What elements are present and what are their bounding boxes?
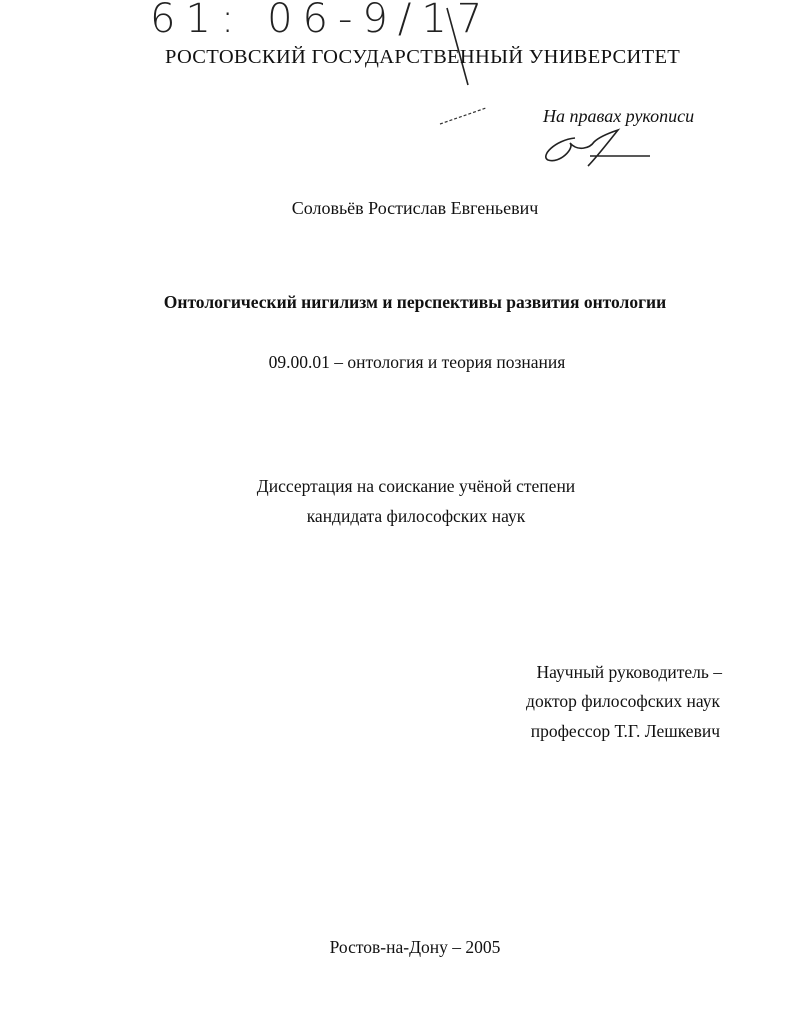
university-name: РОСТОВСКИЙ ГОСУДАРСТВЕННЫЙ УНИВЕРСИТЕТ xyxy=(165,46,681,68)
signature xyxy=(546,130,650,166)
handwritten-archive-code: 61: 06-9/17 xyxy=(150,0,493,42)
supervisor-label: Научный руководитель – xyxy=(536,662,722,682)
supervisor-name: профессор Т.Г. Лешкевич xyxy=(530,721,720,741)
rights-note: На правах рукописи xyxy=(543,106,695,126)
author-name: Соловьёв Ростислав Евгеньевич xyxy=(291,198,539,218)
degree-line-2: кандидата философских наук xyxy=(306,506,526,526)
specialty: 09.00.01 – онтология и теория познания xyxy=(268,352,566,372)
degree-line-1: Диссертация на соискание учёной степени xyxy=(256,476,576,496)
dissertation-title: Онтологический нигилизм и перспективы развития онтологии xyxy=(163,292,667,312)
pen-stroke xyxy=(440,108,486,124)
place-year: Ростов-на-Дону – 2005 xyxy=(329,937,501,957)
supervisor-degree: доктор философских наук xyxy=(526,691,720,711)
